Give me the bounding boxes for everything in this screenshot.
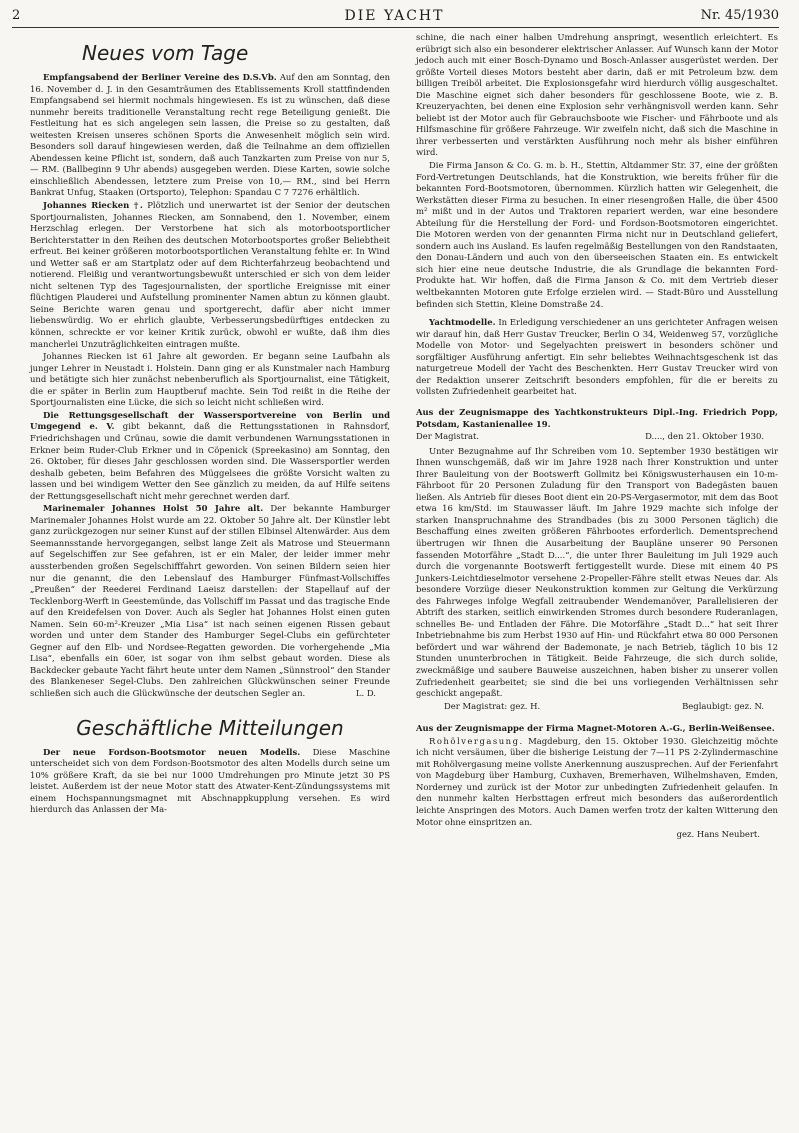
article-popp-title: Aus der Zeugnismappe des Yachtkonstrukteurs Dipl.-Ing. Friedrich Popp, Potsdam, Kastanienallee 19. — [416, 406, 778, 429]
article-reception — [30, 72, 390, 199]
article-lead: Empfangsabend der Berliner Vereine des D.S.Vb. — [43, 72, 277, 82]
masthead: DIE YACHT — [344, 8, 445, 24]
article-magnet-title: Aus der Zeugnismappe der Firma Magnet-Motoren A.-G., Berlin-Weißensee. — [416, 723, 775, 734]
article-text: Diese Maschine unterscheidet sich von dem Fordson-Bootsmotor des alten Modells durch seine um 10% größere Kraft, da sie bei nur 1000 Umdrehungen pro Minute jetzt 30 PS leistet. Außerdem ist der neue Motor statt des Atwater-Kent-Zündungssystems mit einem Hochspannungsmagnet mit Abschnappkupplung versehen. Es wird hierdurch das Anlassen der Ma- — [30, 746, 390, 815]
signature-right: Beglaubigt: gez. N. — [682, 700, 764, 711]
article-yachtmodels — [416, 317, 778, 398]
article-janson: Die Firma Janson & Co. G. m. b. H., Stettin, Altdammer Str. 37, eine der größten Ford-Vertretungen Deutschlands, hat die Konstruktion, wie bereits früher für die bekannten Ford-Bootsmotoren, übernommen. Kürzlich hatten wir Gelegenheit, die Werkstätten dieser Firma zu besuchen. In einer riesengroßen Halle, die über 4500 m² mißt und in der Autos und Traktoren repariert werden, war eine besondere Abteilung für die Herstellung der Ford- und Fordson-Bootsmotoren eingerichtet. Die Motoren werden von der genannten Firma nicht nur in Deutschland geliefert, sondern auch ins Ausland. Es laufen regelmäßig Bestellungen von den Randstaaten, den Donau-Ländern und auch von den überseeischen Staaten ein. Es entwickelt sich hier eine neue deutsche Industrie, die als Grundlage die bekannten Ford-Produkte hat. Wir hoffen, daß die Firma Janson & Co. mit dem Vertrieb dieser weltbekannten Motoren gute Erfolge erzielen wird. — Stadt-Büro und Ausstellung befinden sich Stettin, Kleine Domstraße 24. — [416, 160, 778, 309]
left-column — [30, 32, 390, 817]
section-heading-business: Geschäftliche Mitteilungen — [76, 715, 344, 740]
article-signature: L. D. — [355, 687, 376, 698]
article-text: Magdeburg, den 15. Oktober 1930. Gleichzeitig möchte ich nicht versäumen, über die bisherige Leistung der 7—11 PS 2-Zylindermaschine mit Rohölvergasung meine vollste Anerkennung auszusprechen. Auf der Ferienfahrt von Magdeburg über Hamburg, Cuxhaven, Bremerhaven, Wilhelmshaven, Emden, Norderney und zurück ist der Motor zur unbedingten Zufriedenheit gelaufen. In den nunmehr kalten Herbsttagen erfreut mich besonders das außerordentlich leichte Anspringen des Motors. Auch Damen werfen trotz der kalten Witterung den Motor ohne einspritzen an. — [416, 735, 778, 827]
article-signature: gez. Hans Neubert. — [676, 829, 760, 840]
article-text: Der bekannte Hamburger Marinemaler Johannes Holst wurde am 22. Oktober 50 Jahre alt. Der Künstler lebt ganz zurückgezogen nur seiner Kunst auf der stillen Elbinsel Altenwärder. Aus dem Seemannsstande hervorgegangen, selbst lange Zeit als Matrose und Steuermann auf Segelschiffen zur See gefahren, ist er ein Maler, der leider immer mehr aussterbenden großen Segelschifffahrt geworden. Von seinen Bildern seien hier nur die genannt, die den Lebenslauf des Hamburger Fünfmast-Vollschiffes „Preußen“ der Reederei Ferdinand Laeisz darstellen: der Stapellauf auf der Tecklenborg-Werft in Geestemünde, das Vollschiff im Passat und das tragische Ende auf den Kreidefelsen von Dover. Auch als Segler hat Johannes Holst einen guten Namen. Sein 60-m²-Kreuzer „Mia Lisa“ ist nach seinen eigenen Rissen gebaut worden und unter dem Stander des Hamburger Segel-Clubs ein gefürchteter Gegner auf den Elb- und Nordsee-Regatten geworden. Die vorhergehende „Mia Lisa“, ebenfalls ein 60er, ist sogar von ihm selbst gebaut worden. Diese als Backdecker gebaute Yacht fährt heute unter dem Namen „Sünnstrool“ den Stander des Blankeneser Segel-Clubs. Den zahlreichen Glückwünschen seiner Freunde schließen sich auch die Glückwünsche der deutschen Segler an. — [30, 503, 390, 698]
article-lead: Rohölvergasung. — [429, 735, 524, 746]
article-lead: Yachtmodelle. — [429, 317, 496, 328]
issue-number: Nr. 45/1930 — [700, 8, 779, 23]
letter-heading — [416, 431, 764, 443]
right-column — [416, 32, 778, 843]
letter-signatures — [444, 701, 764, 713]
article-popp-text: Unter Bezugnahme auf Ihr Schreiben vom 10. September 1930 bestätigen wir Ihnen wunschgemäß, daß wir im Jahre 1928 nach Ihrer Konstruktion und unter Ihrer Bauleitung von der Bootswerft Gollmitz bei Königswusterhausen ein 10-m-Fährboot für 20 Personen Zuladung für den Transport von Badegästen bauen ließen. Als Antrieb für dieses Boot dient ein 20-PS-Vergasermotor, mit dem das Boot etwa 16 km/Std. im Stauwasser läuft. Im Jahre 1929 machte sich infolge der starken Inanspruchnahme des Strandbades (bis zu 3000 Personen täglich) die Beschaffung eines zweiten größeren Fährbootes erforderlich. Dementsprechend übertrugen wir Ihnen die Ausarbeitung der Baupläne unserer 90 Personen fassenden Motorfähre „Stadt D....“, die unter Ihrer Bauleitung im Juli 1929 auch durch die vorgenannte Bootswerft fertiggestellt wurde. Diese mit einem 40 PS Junkers-Leichtdieselmotor versehene 2-Propeller-Fähre stellt etwas Neues dar. Als besondere Vorzüge dieser Neukonstruktion kommen zur Geltung die Verkürzung des Fahrweges infolge Wegfall zeitraubender Wendemanöver, Parallelisieren der Abtrift des starken, seitlich einwirkenden Stromes durch besondere Ruderanlagen, schnelles Be- und Entladen der Fähre. Die Motorfähre „Stadt D...“ hat seit Ihrer Inbetriebnahme bis zum Herbst 1930 auf Hin- und Rückfahrt etwa 80 000 Personen befördert und war während der Bademonate, je nach Betrieb, täglich 10 bis 12 Stunden ununterbrochen in Tätigkeit. Beide Fahrzeuge, die sich durch solide, zweckmäßige und saubere Bauweise auszeichnen, haben bisher zu unserer vollen Zufriedenheit gearbeitet; sie sind die bei uns vorliegenden Verhältnissen sehr geschickt angepaßt. — [416, 445, 778, 699]
signature-left: Der Magistrat: gez. H. — [444, 700, 541, 711]
article-lead: Marinemaler Johannes Holst 50 Jahre alt. — [43, 503, 264, 514]
article-magnet — [416, 736, 778, 828]
article-riecken — [30, 200, 390, 350]
article-fordson-cont: schine, die nach einer halben Umdrehung anspringt, wesentlich erleichtert. Es erübrigt sich also ein besonderer elektrischer Anlasser. Auf Wunsch kann der Motor jedoch auch mit einer Bosch-Dynamo und Bosch-Anlasser ausgerüstet werden. Der größte Vorteil dieses Motors besteht aber darin, daß er mit Petroleum bzw. dem billigen Treiböl arbeitet. Die Explosionsgefahr wird hierdurch völlig ausgeschaltet. Die Maschine eignet sich daher besonders für geschlossene Boote, wie z. B. Kreuzeryachten, bei denen eine Explosion sehr verhängnisvoll werden kann. Sehr beliebt ist der Motor auch für Gebrauchsboote wie Fischer- und Fährboote und als Hilfsmaschine für größere Fahrzeuge. Wir zweifeln nicht, daß sich die Maschine in ihrer verbesserten und verstärkten Ausführung noch mehr als bisher einführen wird. — [416, 32, 778, 158]
article-riecken-cont: Johannes Riecken ist 61 Jahre alt geworden. Er begann seine Laufbahn als junger Lehrer in Neustadt i. Holstein. Dann ging er als Kunstmaler nach Hamburg und betätigte sich hier zunächst nebenberuflich als Sportjournalist, eine Tätigkeit, die er später in Berlin zum Hauptberuf machte. Sein Tod reißt in die Reihe der Sportjournalisten eine Lücke, die sich so leicht nicht schließen wird. — [30, 351, 390, 408]
article-rescue — [30, 410, 390, 502]
article-lead: Die Rettungsgesellschaft der Wassersportvereine von Berlin und Umgegend e. V. — [30, 409, 390, 432]
article-fordson — [30, 747, 390, 816]
article-lead: Johannes Riecken †. — [43, 200, 143, 211]
letter-sender: Der Magistrat. — [416, 431, 480, 442]
header-rule — [12, 27, 779, 28]
article-text: gibt bekannt, daß die Rettungsstationen in Rahnsdorf, Friedrichshagen und Crünau, sowie die damit verbundenen Warnungsstationen in Erkner beim Ruder-Club Erkner und in Cöpenick (Spreekasino) am Sonntag, den 26. Oktober, für dieses Jahr geschlossen worden sind. Die Wassersportler werden deshalb gebeten, beim Befahren des Müggelsees die größte Vorsicht walten zu lassen und bei windigem Wetter den See gänzlich zu meiden, da auf Hilfe seitens der Rettungsgesellschaft nicht mehr gerechnet werden darf. — [30, 421, 390, 501]
article-holst — [30, 503, 390, 699]
article-text: Plötzlich und unerwartet ist der Senior der deutschen Sportjournalisten, Johannes Riecken, am Sonnabend, den 1. November, einem Herzschlag erlegen. Der Verstorbene hat sich als motorbootsportlicher Berichterstatter in den Reihen des deutschen Motorbootsportes großer Beliebtheit erfreut. Bei keiner größeren motorbootsportlichen Veranstaltung fehlte er. In Wind und Wetter saß er am Startplatz oder auf dem Richterfahrzeug beobachtend und notierend. Fleißig und verantwortungsbewußt unterschied er sich von dem leider nicht seltenen Typ des Tagesjournalisten, der sportliche Ereignisse mit einer flüchtigen Plauderei und Aufstellung prominenter Namen abtun zu können glaubt. Seine Berichte waren genau und sportgerecht, dafür aber nicht immer liebenswürdig. Wo er ehrlich glaubte, Verbesserungsbedürftiges entdecken zu können, schreckte er vor keiner Kritik zurück, obwohl er wußte, daß ihm dies mancherlei Unzuträglichkeiten eintragen mußte. — [30, 200, 391, 349]
page-header — [10, 8, 779, 26]
article-text: In Erledigung verschiedener an uns gerichteter Anfragen weisen wir darauf hin, daß Herr Gustav Treucker, Berlin O 34, Weidenweg 57, vorzügliche Modelle von Motor- und Segelyachten preiswert in besonders schöner und sorgfältiger Ausführung anfertigt. Ein sehr beliebtes Weihnachtsgeschenk ist das naturgetreue Modell der Yacht des Beschenkten. Herr Gustav Treucker wird von der Redaktion unserer Zeitschrift besonders empfohlen, für die er bereits zu vollsten Zufriedenheit gearbeitet hat. — [416, 317, 778, 397]
letter-date: D...., den 21. Oktober 1930. — [645, 431, 764, 442]
article-lead: Der neue Fordson-Bootsmotor neuen Modells. — [43, 746, 301, 757]
page-number: 2 — [12, 8, 21, 23]
section-heading-news: Neues vom Tage — [82, 41, 249, 65]
article-text: Auf den am Sonntag, den 16. November d. J. in den Gesamträumen des Etablissements Kroll stattfindenden Empfangsabend sei hiermit nochmals hingewiesen. Es ist zu wünschen, daß diese nunmehr bereits traditionelle Veranstaltung recht rege Beteiligung genießt. Die Festleitung hat es sich angelegen sein lassen, die Preise so zu gestalten, daß weitesten Kreisen unseres schönen Sports die Anwesenheit möglich sein wird. Besonders soll darauf hingewiesen werden, daß die Teilnahme an dem offiziellen Abendessen keine Pflicht ist, sondern, daß auch Tanzkarten zum Preise von nur 5,— RM. (Ballbeginn 9 Uhr abends) ausgegeben werden. Diese Karten, sowie solche einschließlich Abendessen, letztere zum Preise von 10,— RM., sind bei Herrn Bankrat Unfug, Staaken (Ortsporto), Telephon: Spandau C 7 7276 erhältlich. — [30, 72, 390, 198]
